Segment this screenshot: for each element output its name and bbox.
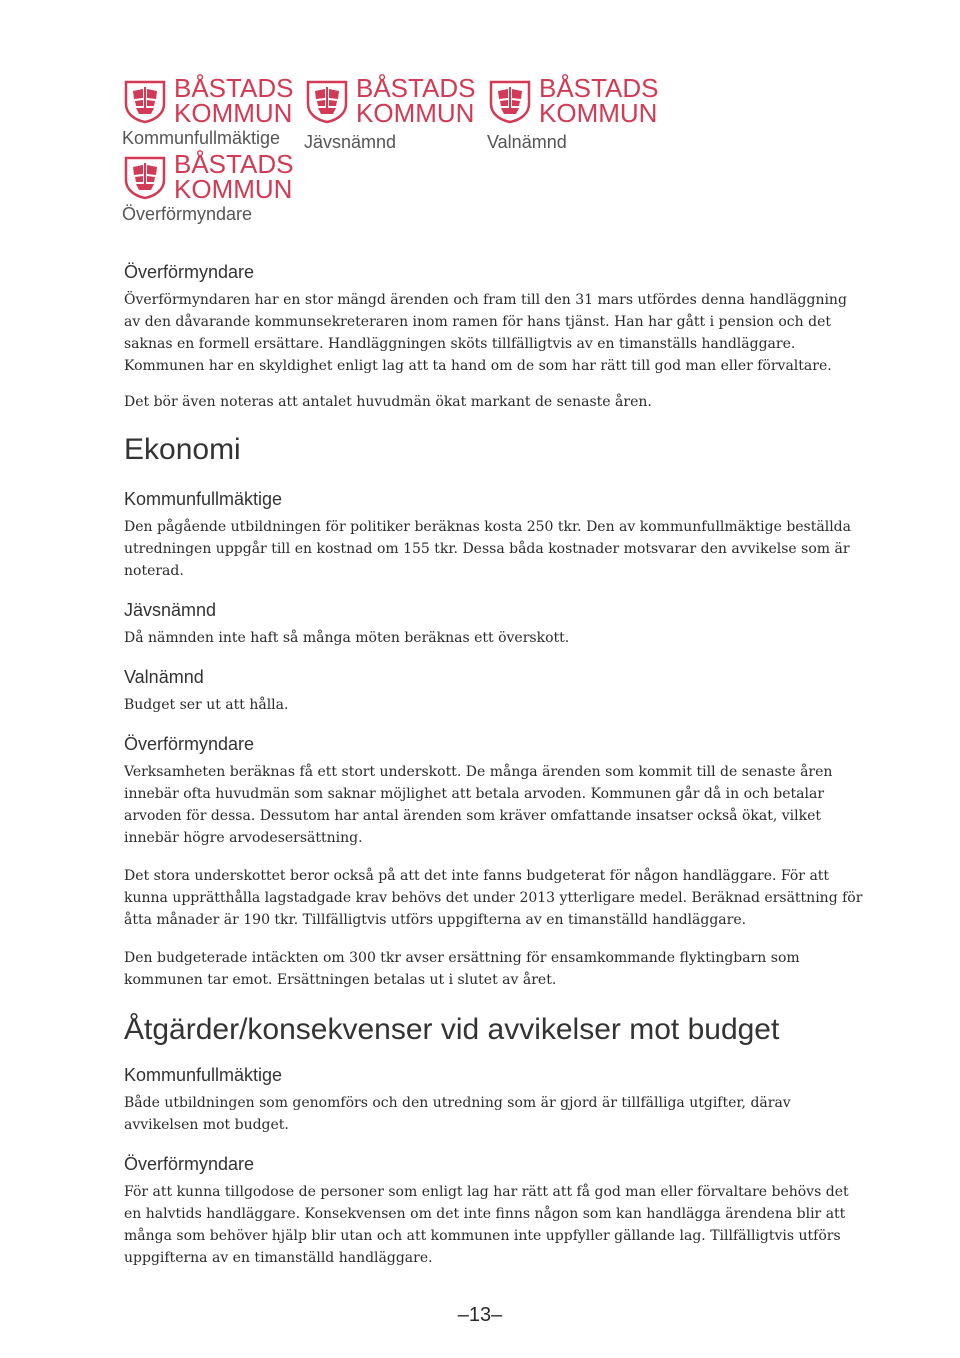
logo-subtitle: Jävsnämnd — [304, 132, 397, 152]
paragraph: Det bör även noteras att antalet huvudmän ökat markant de senaste åren. — [124, 394, 652, 410]
paragraph: Den pågående utbildningen för politiker beräknas kosta 250 tkr. Den av kommunfullmäktige beställda utredningen uppgår till en kostnad om 155 tkr. Dessa båda kostnader motsvarar den avvikelse som är noterad. — [124, 519, 851, 579]
paragraph: Överförmyndaren har en stor mängd ärenden och fram till den 31 mars utfördes denna handläggning av den dåvarande kommunsekreteraren inom ramen för hans tjänst. Han har gått i pension och det saknas en formell ersättare. Handläggningen sköts tillfälligtvis av en timanställs handläggare. Kommunen har en skyldighet enligt lag att ta hand om de som har rätt till god man eller förvaltare. — [124, 292, 847, 374]
section-heading-overformyndare: Överförmyndare — [124, 734, 255, 754]
heading-ekonomi: Ekonomi — [124, 433, 241, 466]
heading-atgarder: Åtgärder/konsekvenser vid avvikelser mot budget — [124, 1013, 780, 1046]
logo-subtitle: Valnämnd — [487, 132, 567, 152]
logo-name: BÅSTADS KOMMUN — [356, 73, 476, 128]
logo-subtitle: Överförmyndare — [122, 204, 253, 224]
coat-of-arms-icon — [122, 78, 168, 124]
paragraph: Verksamheten beräknas få ett stort underskott. De många ärenden som kommit till de senaste åren innebär ofta huvudmän som saknar möjlighet att betala arvoden. Kommunen går då in och betalar arvoden för dessa. Dessutom har antal ärenden som kräver omfattande insatser också ökat, vilket innebär högre arvodesersättning. — [124, 764, 833, 846]
section-heading-overformyndare: Överförmyndare — [124, 262, 255, 282]
logo-name: BÅSTADS KOMMUN — [174, 149, 294, 204]
section-heading-kommunfullmaktige: Kommunfullmäktige — [124, 489, 283, 509]
coat-of-arms-icon — [122, 154, 168, 200]
section-heading-overformyndare: Överförmyndare — [124, 1154, 255, 1174]
coat-of-arms-icon — [304, 78, 350, 124]
section-heading-valnamnd: Valnämnd — [124, 667, 204, 687]
paragraph: Då nämnden inte haft så många möten beräknas ett överskott. — [124, 630, 570, 646]
coat-of-arms-icon — [487, 78, 533, 124]
logo-subtitle: Kommunfullmäktige — [122, 128, 281, 148]
paragraph: Den budgeterade intäckten om 300 tkr avser ersättning för ensamkommande flyktingbarn som kommunen tar emot. Ersättningen betalas ut i slutet av året. — [124, 950, 800, 988]
paragraph: Budget ser ut att hålla. — [124, 697, 289, 713]
section-heading-javsnamnd: Jävsnämnd — [124, 600, 217, 620]
logo-name: BÅSTADS KOMMUN — [174, 73, 294, 128]
page-number: –13– — [457, 1304, 503, 1326]
paragraph: För att kunna tillgodose de personer som enligt lag har rätt att få god man eller förvaltare behövs det en halvtids handläggare. Konsekvensen om det inte finns någon som kan handlägga ärendena blir att många som behöver hjälp blir utan och att kommunen inte uppfyller gällande lag. Tillfälligtvis utförs uppgifterna av en timanställd handläggare. — [124, 1184, 849, 1266]
logo-name: BÅSTADS KOMMUN — [539, 73, 659, 128]
document-body — [124, 262, 864, 1269]
paragraph: Det stora underskottet beror också på att det inte fanns budgeterat för någon handläggare. För att kunna upprätthålla lagstadgade krav behövs det under 2013 ytterligare medel. Beräknad ersättning för åtta månader är 190 tkr. Tillfälligtvis utförs uppgifterna av en timanställd handläggare. — [124, 868, 863, 928]
paragraph: Både utbildningen som genomförs och den utredning som är gjord är tillfälliga utgifter, därav avvikelsen mot budget. — [124, 1095, 791, 1133]
section-heading-kommunfullmaktige: Kommunfullmäktige — [124, 1065, 283, 1085]
